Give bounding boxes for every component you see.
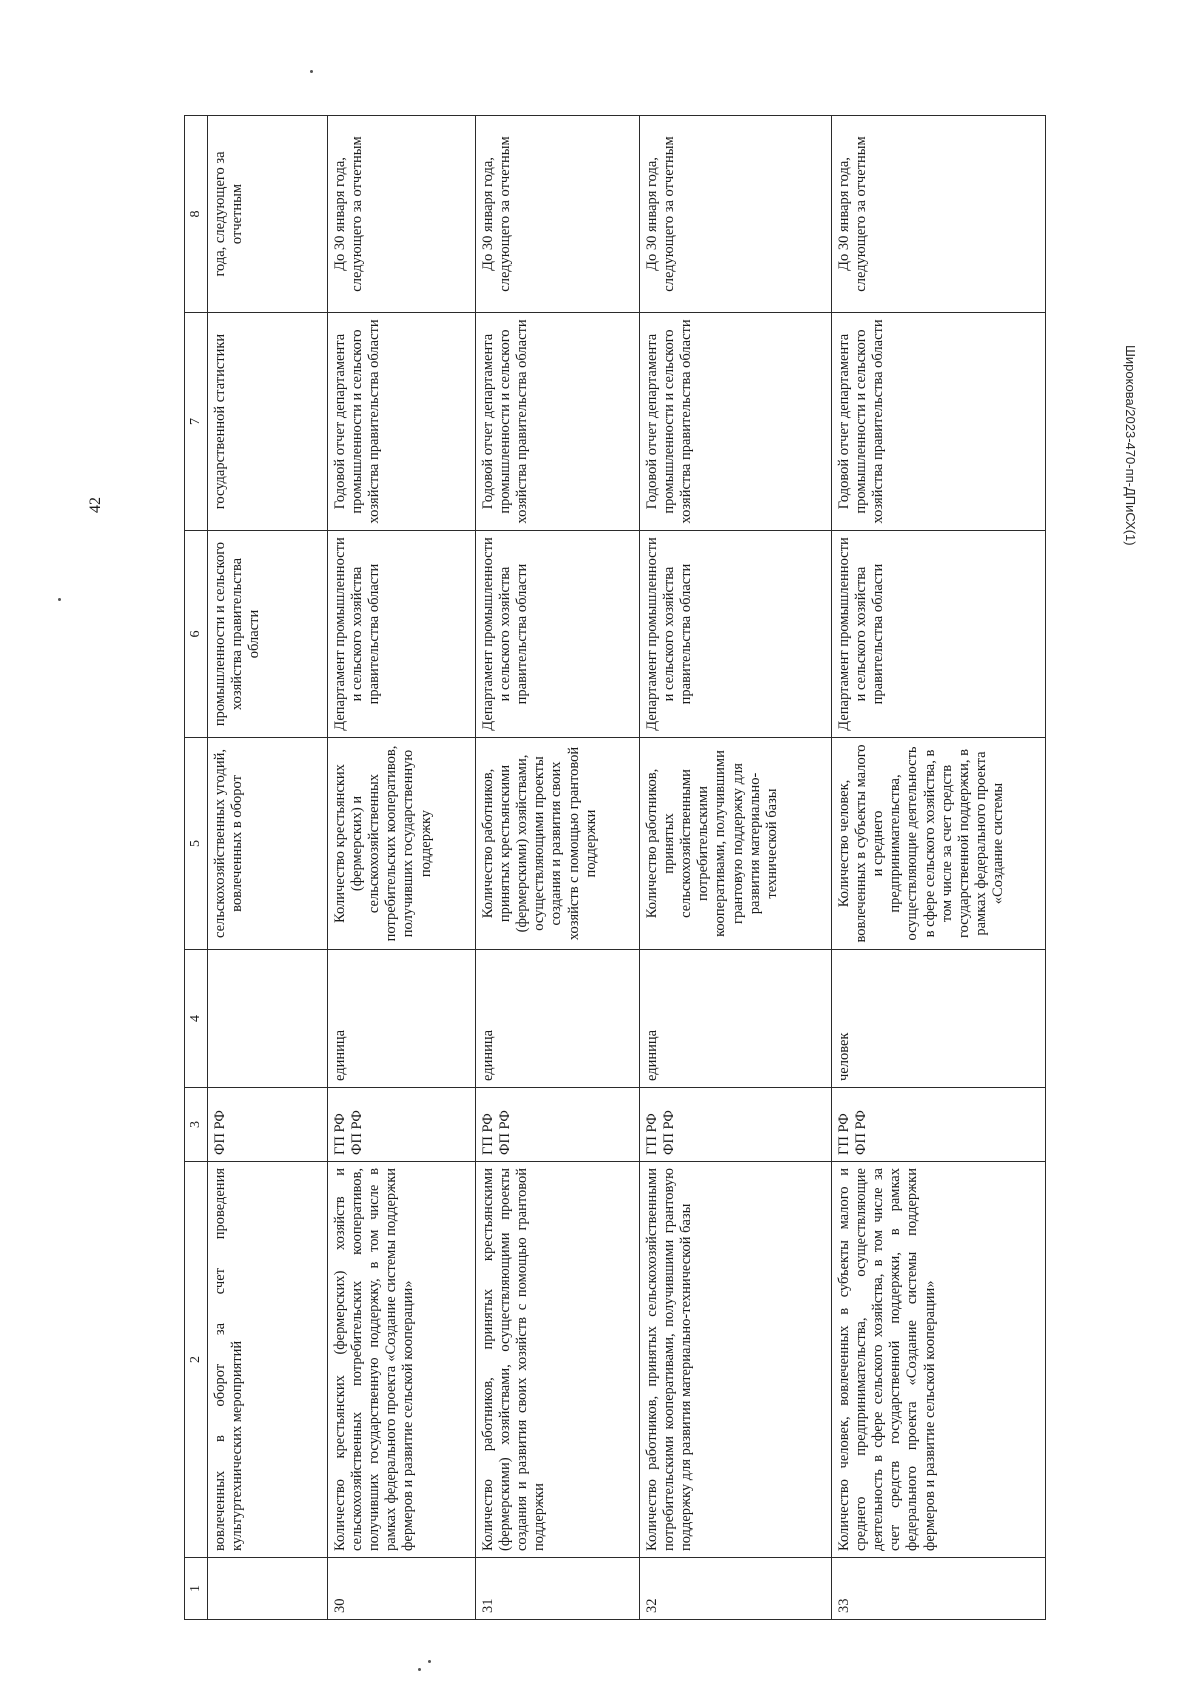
scan-speck — [310, 70, 313, 73]
indicator-table — [184, 115, 1046, 1620]
column-header: 3 — [185, 1088, 208, 1162]
scan-speck — [58, 598, 61, 601]
column-header: 6 — [185, 531, 208, 738]
responsible-cell: Департамент промышленности и сельского хозяйства правительства области — [640, 531, 832, 738]
indicator-name-cell: вовлеченных в оборот за счет проведения культуртехнических мероприятий — [208, 1162, 328, 1558]
page-number: 42 — [87, 497, 104, 513]
table-header-row — [185, 116, 208, 1620]
table-row — [476, 116, 640, 1620]
deadline-cell: До 30 января года, следующего за отчетным — [832, 116, 1046, 313]
indicator-name-cell: Количество работников, принятых сельскохозяйственными потребительскими кооперативами, получившими грантовую поддержку для развития материально-технической базы — [640, 1162, 832, 1558]
unit-cell: человек — [832, 950, 1046, 1088]
table-row — [640, 116, 832, 1620]
deadline-cell: До 30 января года, следующего за отчетным — [328, 116, 476, 313]
indicator-name-cell: Количество человек, вовлеченных в субъекты малого и среднего предпринимательства, осуществляющие деятельность в сфере сельского хозяйства, в том числе за счет средств государственной поддержки, в рамках федерального проекта «Создание системы поддержки фермеров и развитие сельской кооперации» — [832, 1162, 1046, 1558]
deadline-cell: До 30 января года, следующего за отчетным — [640, 116, 832, 313]
row-number-cell — [208, 1558, 328, 1620]
program-cell: ФП РФ — [208, 1088, 328, 1162]
responsible-cell: промышленности и сельского хозяйства правительства области — [208, 531, 328, 738]
unit-cell — [208, 950, 328, 1088]
row-number-cell: 32 — [640, 1558, 832, 1620]
responsible-cell: Департамент промышленности и сельского хозяйства правительства области — [476, 531, 640, 738]
table-row — [328, 116, 476, 1620]
indicator-name-cell: Количество крестьянских (фермерских) хозяйств и сельскохозяйственных потребительских кооперативов, получивших государственную поддержку, в том числе в рамках федерального проекта «Создание системы поддержки фермеров и развитие сельской кооперации» — [328, 1162, 476, 1558]
document-code-text: Широкова/2023-470-пп-ДПиСХ(1) — [1123, 345, 1138, 546]
responsible-cell: Департамент промышленности и сельского хозяйства правительства области — [328, 531, 476, 738]
program-cell: ГП РФ ФП РФ — [640, 1088, 832, 1162]
scan-speck — [418, 1668, 421, 1671]
program-cell: ГП РФ ФП РФ — [328, 1088, 476, 1162]
deadline-cell: года, следующего за отчетным — [208, 116, 328, 313]
table-row — [832, 116, 1046, 1620]
method-cell: Количество работников, принятых сельскохозяйственными потребительскими кооперативами, получившими грантовую поддержку для развития материально-технической базы — [640, 738, 832, 950]
source-cell: Годовой отчет департамента промышленности и сельского хозяйства правительства области — [640, 313, 832, 531]
unit-cell: единица — [476, 950, 640, 1088]
row-number-cell: 30 — [328, 1558, 476, 1620]
unit-cell: единица — [328, 950, 476, 1088]
method-cell: Количество работников, принятых крестьянскими (фермерскими) хозяйствами, осуществляющими проекты создания и развития своих хозяйств с помощью грантовой поддержки — [476, 738, 640, 950]
source-cell: Годовой отчет департамента промышленности и сельского хозяйства правительства области — [328, 313, 476, 531]
method-cell: Количество крестьянских (фермерских) и сельскохозяйственных потребительских кооперативов, получивших государственную поддержку — [328, 738, 476, 950]
source-cell: государственной статистики — [208, 313, 328, 531]
column-header: 8 — [185, 116, 208, 313]
program-cell: ГП РФ ФП РФ — [476, 1088, 640, 1162]
row-number-cell: 33 — [832, 1558, 1046, 1620]
column-header: 5 — [185, 738, 208, 950]
column-header: 2 — [185, 1162, 208, 1558]
rotated-table-container — [184, 116, 1044, 1620]
column-header: 1 — [185, 1558, 208, 1620]
source-cell: Годовой отчет департамента промышленности и сельского хозяйства правительства области — [832, 313, 1046, 531]
program-cell: ГП РФ ФП РФ — [832, 1088, 1046, 1162]
scan-speck — [428, 1660, 431, 1663]
method-cell: сельскохозяйственных угодий, вовлеченных в оборот — [208, 738, 328, 950]
column-header: 4 — [185, 950, 208, 1088]
deadline-cell: До 30 января года, следующего за отчетным — [476, 116, 640, 313]
responsible-cell: Департамент промышленности и сельского хозяйства правительства области — [832, 531, 1046, 738]
source-cell: Годовой отчет департамента промышленности и сельского хозяйства правительства области — [476, 313, 640, 531]
row-number-cell: 31 — [476, 1558, 640, 1620]
indicator-name-cell: Количество работников, принятых крестьянскими (фермерскими) хозяйствами, осуществляющими проекты создания и развития своих хозяйств с помощью грантовой поддержки — [476, 1162, 640, 1558]
method-cell: Количество человек, вовлеченных в субъекты малого и среднего предпринимательства, осуществляющие деятельность в сфере сельского хозяйства, в том числе за счет средств государственной поддержки, в рамках федерального проекта «Создание системы — [832, 738, 1046, 950]
unit-cell: единица — [640, 950, 832, 1088]
column-header: 7 — [185, 313, 208, 531]
table-row — [208, 116, 328, 1620]
